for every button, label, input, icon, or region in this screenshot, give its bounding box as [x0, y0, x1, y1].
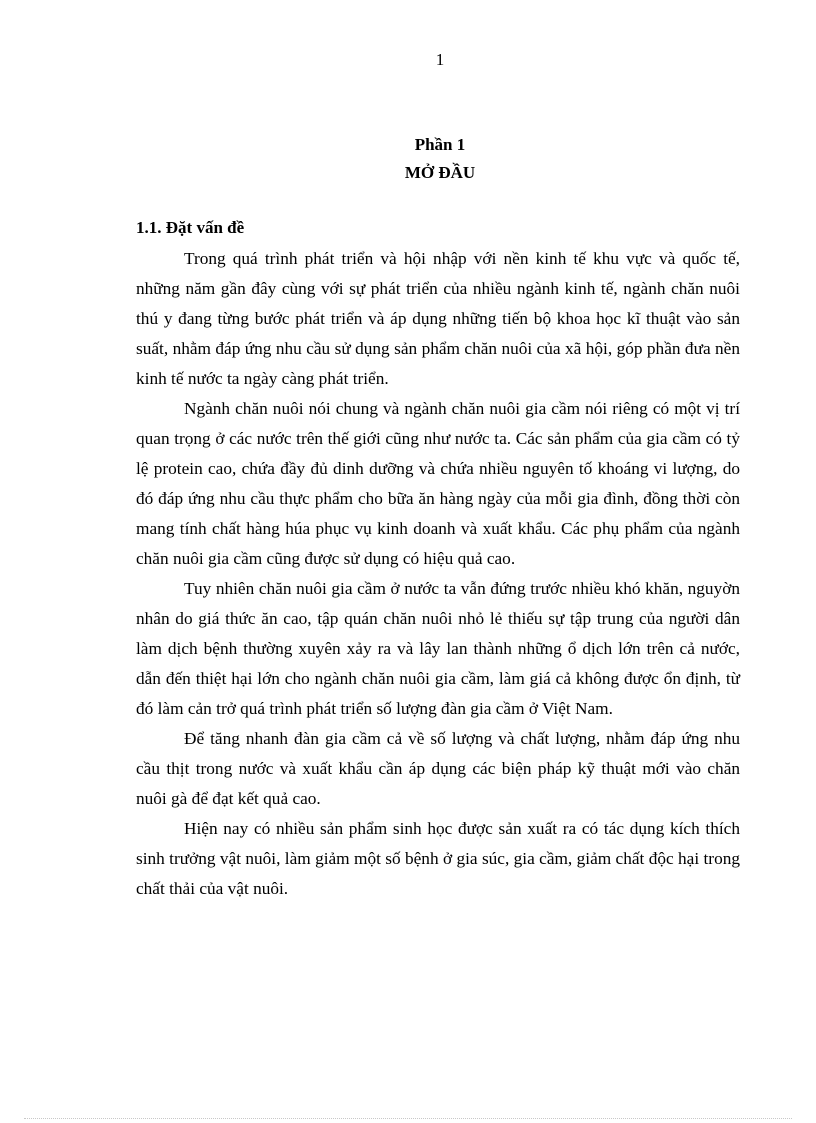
page-bottom-rule [24, 1118, 792, 1119]
chapter-title: MỞ ĐẦU [404, 163, 476, 182]
body-text [136, 244, 740, 904]
paragraph-2: Ngành chăn nuôi nói chung và ngành chăn nuôi gia cầm nói riêng có một vị trí quan trọng ở các nước trên thế giới cũng như nước ta. Các sản phẩm của gia cầm có tỷ lệ protein cao, chứa đầy đủ dinh dưỡng và chứa nhiều nguyên tố khoáng vi lượng, do đó đáp ứng nhu cầu thực phẩm cho bữa ăn hàng ngày của mỗi gia đình, đồng thời còn mang tính chất hàng húa phục vụ kinh doanh và xuất khẩu. Các phụ phẩm của ngành chăn nuôi gia cầm cũng được sử dụng có hiệu quả cao. [136, 399, 740, 568]
paragraph-1: Trong quá trình phát triển và hội nhập với nền kinh tế khu vực và quốc tế, những năm gần đây cùng với sự phát triển của nhiều ngành kinh tế, ngành chăn nuôi thú y đang từng bước phát triển và áp dụng những tiến bộ khoa học kĩ thuật vào sản suất, nhằm đáp ứng nhu cầu sử dụng sản phẩm chăn nuôi của xã hội, góp phần đưa nền kinh tế nước ta ngày càng phát triển. [136, 249, 740, 388]
paragraph-5: Hiện nay có nhiều sản phẩm sinh học được sản xuất ra có tác dụng kích thích sinh trưởng vật nuôi, làm giảm một số bệnh ở gia súc, gia cầm, giảm chất độc hại trong chất thải của vật nuôi. [136, 819, 740, 898]
part-title: Phần 1 [414, 135, 466, 154]
page-number: 1 [435, 50, 445, 69]
paragraph-4: Để tăng nhanh đàn gia cầm cả về số lượng và chất lượng, nhằm đáp ứng nhu cầu thịt trong nước và xuất khẩu cần áp dụng các biện pháp kỹ thuật mới vào chăn nuôi gà để đạt kết quả cao. [136, 729, 740, 808]
paragraph-3: Tuy nhiên chăn nuôi gia cầm ở nước ta vẫn đứng trước nhiều khó khăn, nguyờn nhân do giá thức ăn cao, tập quán chăn nuôi nhỏ lẻ thiếu sự tập trung của người dân làm dịch bệnh thường xuyên xảy ra và lây lan thành những ổ dịch lớn trên cả nước, dẫn đến thiệt hại lớn cho ngành chăn nuôi gia cầm, làm giá cả không được ổn định, từ đó làm cản trở quá trình phát triển số lượng đàn gia cầm ở Việt Nam. [136, 579, 740, 718]
section-heading: 1.1. Đặt vấn đề [136, 218, 245, 237]
